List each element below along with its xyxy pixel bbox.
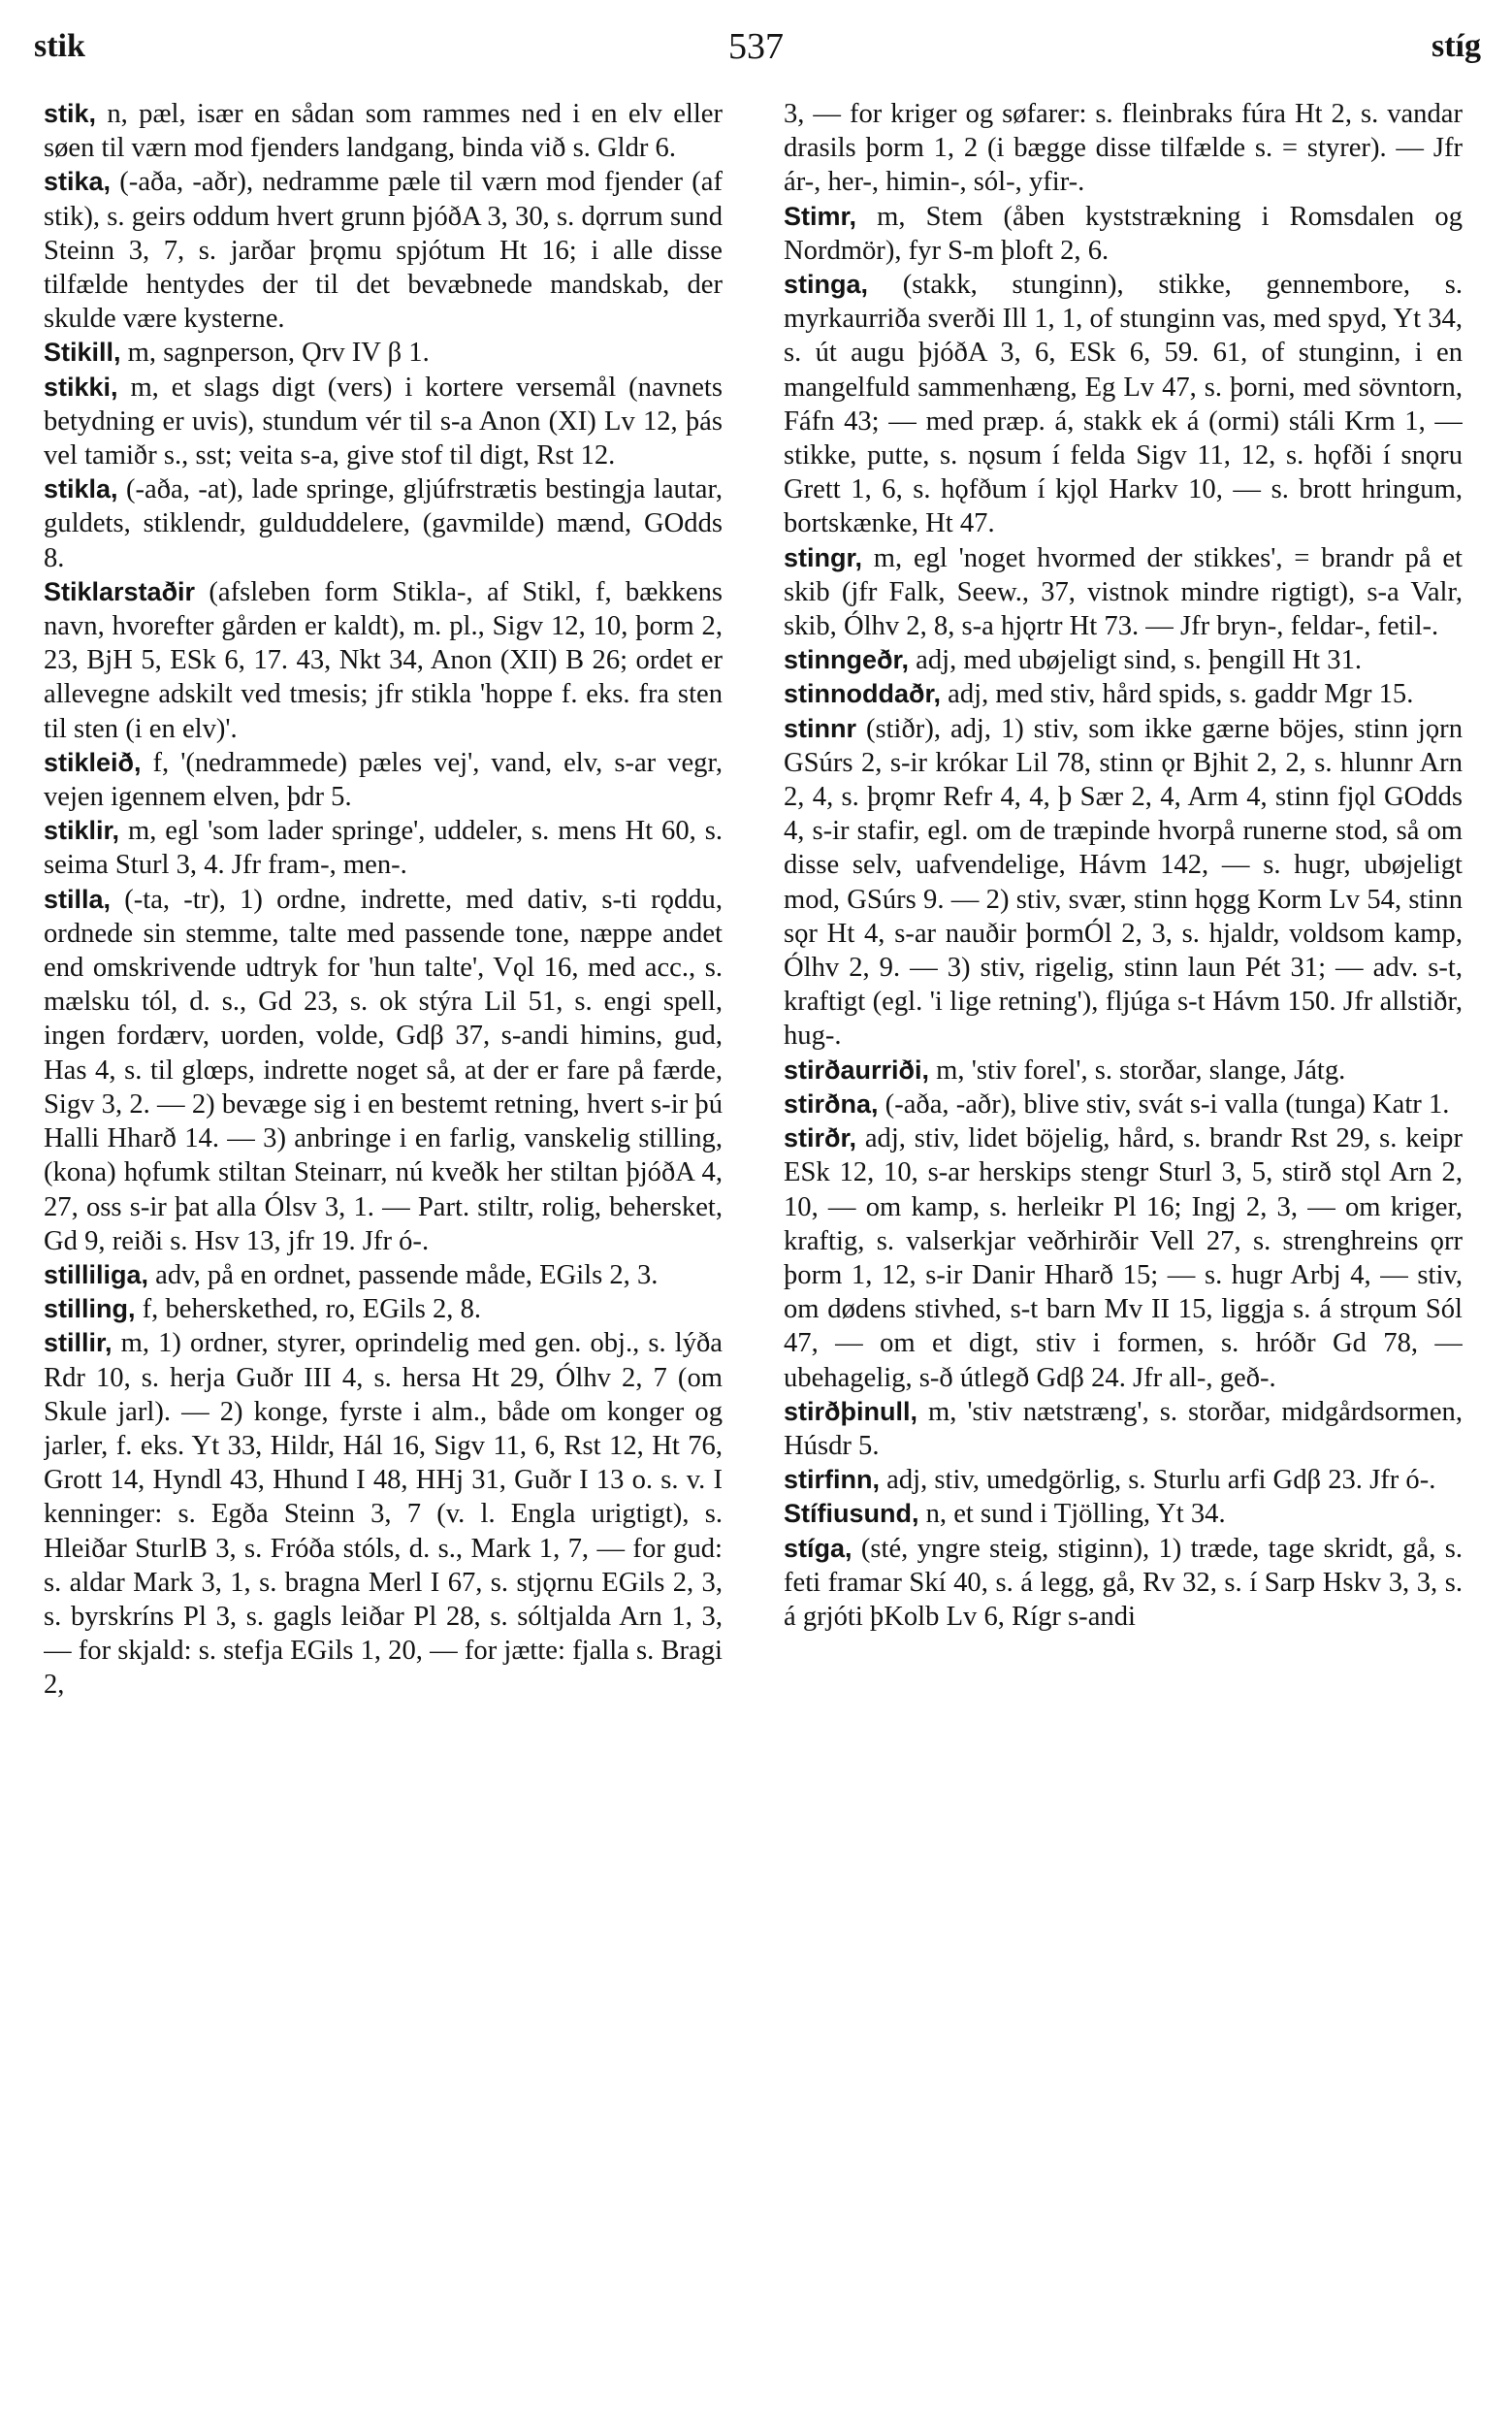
entry-definition: f, beherskethed, ro, EGils 2, 8. bbox=[135, 1294, 482, 1325]
entry-definition: (afsleben form Stikla-, af Stikl, f, bækkens navn, hvorefter gården er kaldt), m. pl., Sigv 12, 10, þorm 2, 23, BjH 5, ESk 6, 17. 43, Nkt 34, Anon (XII) B 26; ordet er allevegne adskilt ved tmesis; jfr stikla 'hoppe f. eks. fra sten til sten (i en elv)'. bbox=[44, 576, 723, 744]
entry-headword: stillir, bbox=[44, 1328, 113, 1358]
entry-headword: stinnoddaðr, bbox=[784, 679, 941, 709]
entry-definition: m, 'stiv forel', s. storðar, slange, Játg. bbox=[929, 1055, 1346, 1086]
dictionary-entry bbox=[44, 746, 723, 814]
entry-definition: (-aða, -aðr), nedramme pæle til værn mod fjender (af stik), s. geirs oddum hvert grunn þjóðA 3, 30, s. dǫrrum sund Steinn 3, 7, s. jarðar þrǫmu spjótum Ht 16; i alle disse tilfælde hentydes der til det bevæbnede mandskab, der skulde være kysterne. bbox=[44, 167, 723, 335]
entry-headword: stilla, bbox=[44, 884, 112, 914]
dictionary-entry bbox=[44, 1292, 723, 1326]
entry-definition: m, sagnperson, Ǫrv IV β 1. bbox=[120, 338, 430, 369]
dictionary-entry bbox=[784, 1532, 1463, 1635]
entry-definition: (-aða, -at), lade springe, gljúfrstrætis bestingja lautar, guldets, stiklendr, gulduddelere, (gavmilde) mænd, GOdds 8. bbox=[44, 474, 723, 573]
entry-headword: stinga, bbox=[784, 270, 869, 300]
entry-headword: stinnr bbox=[784, 713, 857, 743]
entry-headword: stikki, bbox=[44, 372, 118, 402]
dictionary-entry bbox=[784, 712, 1463, 1054]
dictionary-entry bbox=[44, 371, 723, 473]
entry-headword: stikleið, bbox=[44, 747, 142, 777]
entry-headword: stika, bbox=[44, 167, 112, 197]
entry-definition: m, et slags digt (vers) i kortere versemål (navnets betydning er uvis), stundum vér til s-a Anon (XI) Lv 12, þás vel tamiðr s., sst; veita s-a, give stof til digt, Rst 12. bbox=[44, 372, 723, 471]
entry-headword: stik, bbox=[44, 99, 97, 128]
entry-headword: stirðr, bbox=[784, 1123, 857, 1153]
entry-headword: Stífiusund, bbox=[784, 1499, 919, 1529]
dictionary-entry bbox=[44, 165, 723, 336]
entry-headword: stirðaurriði, bbox=[784, 1055, 930, 1085]
entry-definition: m, 'stiv nætstræng', s. storðar, midgårdsormen, Húsdr 5. bbox=[784, 1396, 1463, 1461]
entry-headword: stíga, bbox=[784, 1533, 853, 1563]
entry-definition: n, pæl, især en sådan som rammes ned i en elv eller søen til værn mod fjenders landgang, binda við s. Gldr 6. bbox=[44, 99, 723, 164]
entry-definition: m, egl 'noget hvormed der stikkes', = brandr på et skib (jfr Falk, Seew., 37, vistnok mindre rigtigt), s-a Valr, skib, Ólhv 2, 8, s-a hjǫrtr Ht 73. — Jfr bryn-, feldar-, fetil-. bbox=[784, 542, 1463, 642]
entry-definition: adj, med stiv, hård spids, s. gaddr Mgr 15. bbox=[941, 679, 1414, 710]
entry-definition: f, '(nedrammede) pæles vej', vand, elv, s-ar vegr, vejen igennem elven, þdr 5. bbox=[44, 747, 723, 813]
dictionary-entry bbox=[44, 1258, 723, 1292]
page-number: 537 bbox=[728, 26, 784, 67]
entry-headword: stikla, bbox=[44, 474, 118, 504]
dictionary-entry bbox=[784, 677, 1463, 711]
dictionary-entry bbox=[44, 1326, 723, 1702]
dictionary-entry bbox=[784, 200, 1463, 268]
entry-definition: m, egl 'som lader springe', uddeler, s. mens Ht 60, s. seima Sturl 3, 4. Jfr fram-, men-. bbox=[44, 816, 723, 881]
left-column bbox=[44, 97, 723, 2416]
entry-definition: (sté, yngre steig, stiginn), 1) træde, tage skridt, gå, s. feti framar Skí 40, s. á legg, gå, Rv 32, s. í Sarp Hskv 3, 3, s. á grjóti þKolb Lv 6, Rígr s-andi bbox=[784, 1533, 1463, 1632]
entry-definition: n, et sund i Tjölling, Yt 34. bbox=[918, 1499, 1226, 1530]
dictionary-entry bbox=[784, 1463, 1463, 1497]
dictionary-entry bbox=[784, 1054, 1463, 1088]
entry-headword: stiklir, bbox=[44, 816, 120, 846]
entry-headword: stinngeðr, bbox=[784, 645, 910, 675]
entry-headword: Stiklarstaðir bbox=[44, 576, 196, 606]
header-right-guideword: stíg bbox=[1432, 28, 1481, 64]
dictionary-entry bbox=[44, 97, 723, 165]
entry-headword: stirðþinull, bbox=[784, 1396, 917, 1426]
entry-definition: (stakk, stunginn), stikke, gennembore, s. myrkaurriða sverði Ill 1, 1, of stunginn vas, med spyd, Yt 34, s. út augu þjóðA 3, 6, ESk 6, 59. 61, of stunginn, i en mangelfuld sammenhæng, Eg Lv 47, s. þorni, med sövntorn, Fáfn 43; — med præp. á, stakk ek á (ormi) stáli Krm 1, — stikke, putte, s. nǫsum í felda Sigv 11, 12, s. hǫfði í snǫru Grett 1, 6, s. hǫfðum í kjǫl Harkv 10, — s. brott hringum, bortskænke, Ht 47. bbox=[784, 270, 1463, 539]
dictionary-entry bbox=[784, 1395, 1463, 1463]
dictionary-entry bbox=[44, 883, 723, 1258]
dictionary-entry bbox=[784, 1121, 1463, 1395]
entry-definition: 3, — for kriger og søfarer: s. fleinbraks fúra Ht 2, s. vandar drasils þorm 1, 2 (i bægge disse tilfælde s. = styrer). — Jfr ár-, her-, himin-, sól-, yfir-. bbox=[784, 99, 1463, 198]
dictionary-entry bbox=[784, 541, 1463, 644]
entry-definition: m, 1) ordner, styrer, oprindelig med gen. obj., s. lýða Rdr 10, s. herja Guðr III 4, s. hersa Ht 29, Ólhv 2, 7 (om Skule jarl). — 2) konge, fyrste i alm., både om konger og jarler, f. eks. Yt 33, Hildr, Hál 16, Sigv 11, 6, Rst 12, Ht 76, Grott 14, Hyndl 43, Hhund I 48, HHj 31, Guðr I 13 o. s. v. I kenninger: s. Egða Steinn 3, 7 (v. l. Engla urigtigt), s. Hleiðar SturlB 3, s. Fróða stóls, d. s., Mark 1, 7, — for gud: s. aldar Mark 3, 1, s. bragna Merl I 67, s. stjǫrnu EGils 2, 3, s. byrskríns Pl 3, s. gagls leiðar Pl 28, s. sóltjalda Arn 1, 3, — for skjald: s. stefja EGils 1, 20, — for jætte: fjalla s. Bragi 2, bbox=[44, 1328, 723, 1701]
entry-definition: adv, på en ordnet, passende måde, EGils 2, 3. bbox=[148, 1259, 659, 1290]
dictionary-entry bbox=[784, 268, 1463, 541]
entry-headword: stilling, bbox=[44, 1294, 136, 1324]
entry-definition: (-aða, -aðr), blive stiv, svát s-i valla (tunga) Katr 1. bbox=[878, 1088, 1450, 1120]
entry-headword: stilliliga, bbox=[44, 1259, 149, 1289]
right-column bbox=[784, 97, 1463, 2416]
entry-definition: m, Stem (åben kyststrækning i Romsdalen og Nordmör), fyr S-m þloft 2, 6. bbox=[784, 201, 1463, 266]
entry-headword: Stikill, bbox=[44, 338, 121, 368]
dictionary-entry bbox=[784, 643, 1463, 677]
entry-definition: (-ta, -tr), 1) ordne, indrette, med dativ, s-ti rǫddu, ordnede sin stemme, talte med passende tone, næppe andet end omskrivende udtryk for 'hun talte', Vǫl 16, med acc., s. mælsku tól, d. s., Gd 23, s. ok stýra Lil 51, s. engi spell, ingen fordærv, uorden, volde, Gdβ 37, s-andi himins, gud, Has 4, s. til glœps, indrette noget så, at der er fare på færde, Sigv 3, 2. — 2) bevæge sig i en bestemt retning, hvert s-ir þú Halli Hharð 14. — 3) anbringe i en farlig, vanskelig stilling, (kona) hǫfumk stiltan Steinarr, nú kveðk her stiltan þjóðA 4, 27, oss s-ir þat alla Ólsv 3, 1. — Part. stiltr, rolig, behersket, Gd 9, reiði s. Hsv 13, jfr 19. Jfr ó-. bbox=[44, 884, 723, 1256]
dictionary-entry bbox=[44, 472, 723, 575]
entry-definition: adj, med ubøjeligt sind, s. þengill Ht 31. bbox=[909, 645, 1363, 676]
dictionary-entry bbox=[44, 814, 723, 882]
entry-definition: (stiðr), adj, 1) stiv, som ikke gærne böjes, stinn jǫrn GSúrs 2, s-ir krókar Lil 78, stinn ǫr Bjhit 2, 2, s. hlunnr Arn 2, 4, s. þrǫmr Refr 4, 4, þ Sær 2, 4, Arm 4, stinn fjǫl GOdds 4, s-ir stafir, egl. om de træpinde hvorpå runerne stod, så om disse selv, uafvendelige, Hávm 142, — s. hugr, ubøjeligt mod, GSúrs 9. — 2) stiv, svær, stinn hǫgg Korm Lv 54, stinn sǫr Ht 4, s-ar nauðir þormÓl 2, 3, s. hjaldr, voldsom kamp, Ólhv 2, 9. — 3) stiv, rigelig, stinn laun Pét 31; — adv. s-t, kraftigt (egl. 'i lige retning'), fljúga s-t Hávm 150. Jfr allstiðr, hug-. bbox=[784, 713, 1463, 1052]
entry-headword: stirðna, bbox=[784, 1088, 879, 1119]
dictionary-entry bbox=[44, 575, 723, 746]
header-left-guideword: stik bbox=[34, 28, 85, 64]
dictionary-entry bbox=[44, 336, 723, 370]
entry-headword: stirfinn, bbox=[784, 1465, 880, 1495]
entry-headword: stingr, bbox=[784, 542, 863, 572]
dictionary-entry bbox=[784, 1088, 1463, 1121]
dictionary-entry bbox=[784, 1497, 1463, 1531]
entry-definition: adj, stiv, lidet böjelig, hård, s. brandr Rst 29, s. keipr ESk 12, 10, s-ar herskips stengr Sturl 3, 5, stirð stǫl Arn 2, 10, — om kamp, s. herleikr Pl 16; Ingj 2, 3, — om kriger, kraftig, s. valserkjar veðrhirðir Vell 27, s. strenghreins ǫrr þorm 1, 12, s-ir Danir Hharð 15; — s. hugr Arbj 4, — stiv, om dødens stivhed, s-t barn Mv II 15, liggja s. á strǫum Sól 47, — om et digt, stiv i formen, s. hróðr Gd 78, — ubehagelig, s-ð útlegð Gdβ 24. Jfr all-, geð-. bbox=[784, 1123, 1463, 1393]
entry-definition: adj, stiv, umedgörlig, s. Sturlu arfi Gdβ 23. Jfr ó-. bbox=[880, 1465, 1436, 1496]
dictionary-entry bbox=[784, 97, 1463, 200]
entry-headword: Stimr, bbox=[784, 201, 857, 231]
